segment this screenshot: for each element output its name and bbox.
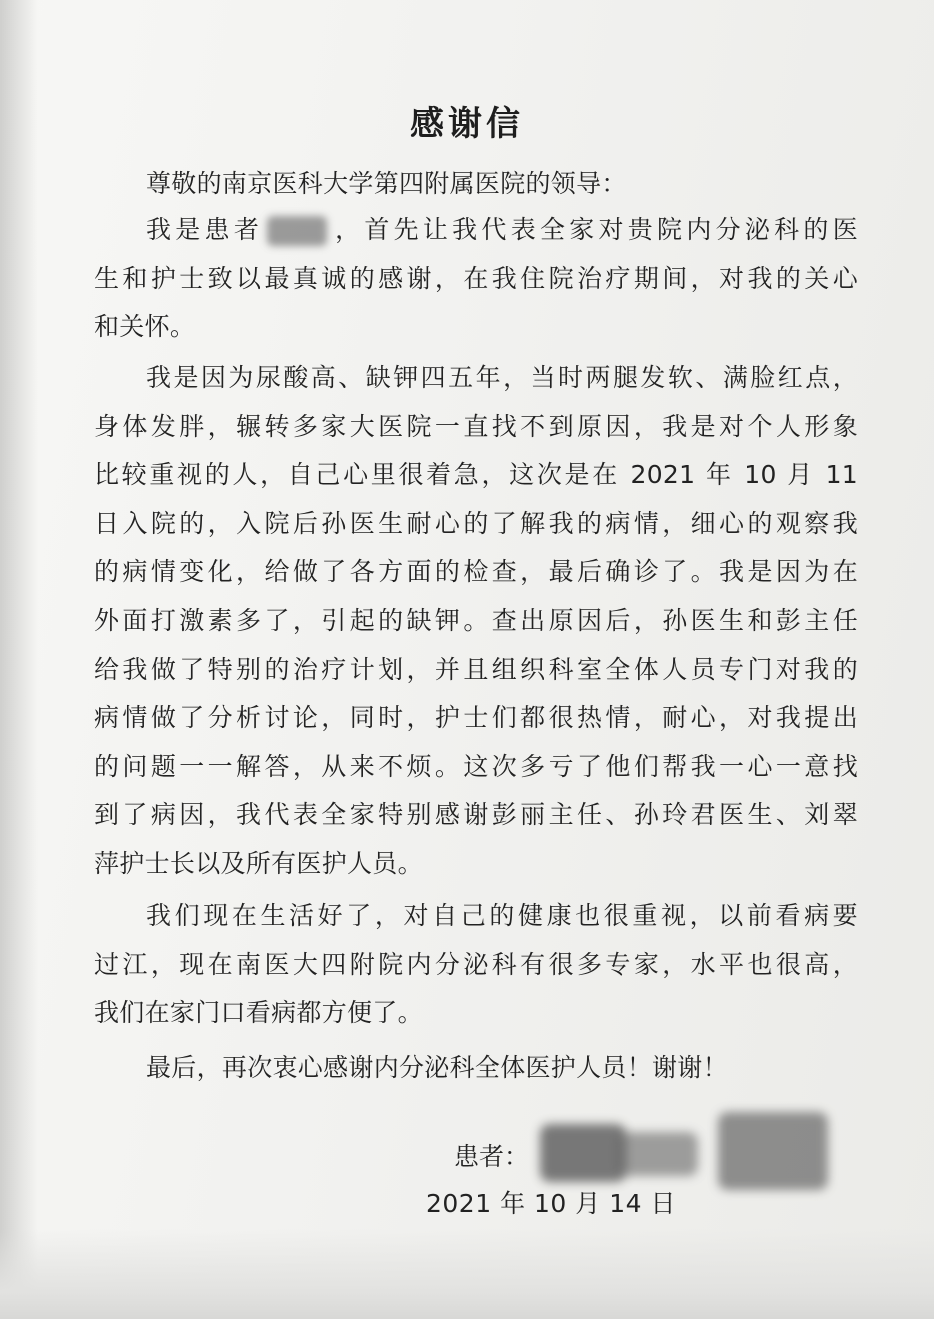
- paragraph-line: 我是因为尿酸高、缺钾四五年，当时两腿发软、满脸红点，: [146, 363, 858, 392]
- paragraph-3: [94, 892, 858, 1038]
- paragraph-line: 比较重视的人，自己心里很着急，这次是在 2021 年 10 月 11: [94, 460, 858, 490]
- paragraph-line: 生和护士致以最真诚的感谢，在我住院治疗期间，对我的关心: [94, 263, 858, 293]
- page-edge-shadow: [0, 0, 38, 1319]
- paragraph-line: 病情做了分析讨论，同时，护士们都很热情，耐心，对我提出: [94, 703, 858, 733]
- paragraph-line: [94, 206, 858, 255]
- paragraph-line: 的病情变化，给做了各方面的检查，最后确诊了。我是因为在: [94, 557, 858, 587]
- redacted-signature: [540, 1124, 626, 1182]
- paragraph-line: 给我做了特别的治疗计划，并且组织科室全体人员专门对我的: [94, 654, 858, 684]
- paragraph-line: 日入院的，入院后孙医生耐心的了解我的病情，细心的观察我: [94, 508, 858, 538]
- salutation: [94, 160, 858, 209]
- paragraph-line: 到了病因，我代表全家特别感谢彭丽主任、孙玲君医生、刘翠: [94, 800, 858, 830]
- paragraph-line: 身体发胖，辗转多家大医院一直找不到原因，我是对个人形象: [94, 411, 858, 441]
- redacted-signature: [718, 1112, 828, 1190]
- paragraph-text: ，首先让我代表全家对贵院内分泌科的医: [331, 215, 858, 244]
- page-bottom-shadow: [0, 1229, 934, 1319]
- paragraph-line: 我们现在生活好了，对自己的健康也很重视，以前看病要: [146, 901, 858, 930]
- paragraph-2: [94, 354, 858, 889]
- salutation-line: 尊敬的南京医科大学第四附属医院的领导：: [146, 169, 627, 198]
- letter-date: 2021 年 10 月 14 日: [426, 1189, 676, 1218]
- paragraph-line: 外面打激素多了，引起的缺钾。查出原因后，孙医生和彭主任: [94, 605, 858, 635]
- paragraph-line: 和关怀。: [94, 312, 196, 342]
- paragraph-line: 过江，现在南医大四附院内分泌科有很多专家，水平也很高，: [94, 949, 858, 979]
- paragraph-line: 我们在家门口看病都方便了。: [94, 998, 423, 1028]
- paragraph-1: [94, 206, 858, 352]
- paragraph-line: 的问题一一解答，从来不烦。这次多亏了他们帮我一心一意找: [94, 751, 858, 781]
- paragraph-line: 萍护士长以及所有医护人员。: [94, 848, 423, 878]
- paragraph-text: 我是患者: [146, 215, 264, 244]
- letter-title: 感谢信: [410, 104, 524, 144]
- paragraph-line: 最后，再次衷心感谢内分泌科全体医护人员！谢谢！: [146, 1053, 728, 1082]
- signature-line: [454, 1132, 529, 1182]
- redacted-name: [267, 216, 327, 246]
- redacted-signature: [618, 1132, 698, 1176]
- paragraph-4: [94, 1044, 858, 1093]
- signature-label: 患者：: [454, 1142, 530, 1171]
